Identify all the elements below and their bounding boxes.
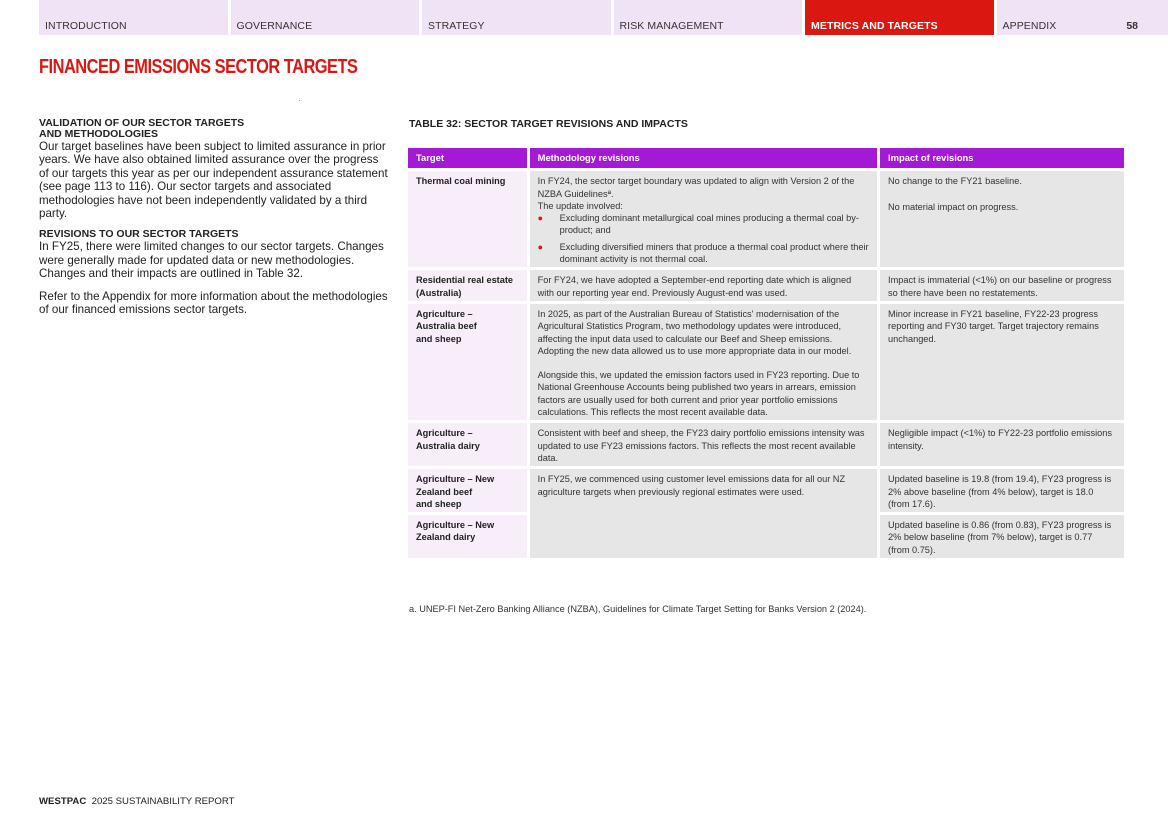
page-title: FINANCED EMISSIONS SECTOR TARGETS xyxy=(39,56,358,78)
bullet-icon: ● xyxy=(537,213,544,224)
heading-line: VALIDATION OF OUR SECTOR TARGETS xyxy=(39,117,245,129)
impact-text: No change to the FY21 baseline. xyxy=(888,176,1022,187)
impact-text: No material impact on progress. xyxy=(888,201,1019,212)
row-impact: Impact is immaterial (<1%) on our baseline or progress so there have been no restatements. xyxy=(880,270,1124,301)
row-impact: Updated baseline is 19.8 (from 19.4), FY23 progress is 2% above baseline (from 4% below), target is 18.0 (from 17.6). xyxy=(880,469,1124,512)
row-impact: Updated baseline is 0.86 (from 0.83), FY23 progress is 2% below baseline (from 7% below), target is 0.77 (from 0.75). xyxy=(880,515,1124,558)
target-line: Zealand dairy xyxy=(416,532,476,543)
row-impact: Minor increase in FY21 baseline, FY22-23 progress reporting and FY30 target. Target trajectory remains unchanged. xyxy=(880,304,1124,420)
target-line: and sheep xyxy=(416,333,462,344)
footer-report: 2025 SUSTAINABILITY REPORT xyxy=(91,796,235,807)
header-impact: Impact of revisions xyxy=(880,148,1124,168)
target-line: Australia beef xyxy=(416,321,477,332)
bullet-text: Excluding diversified miners that produce a thermal coal product where their dominant activity is not thermal coal. xyxy=(559,241,869,265)
target-line: Agriculture – New xyxy=(416,520,495,531)
methodology-lead: The update involved: xyxy=(537,200,623,211)
row-methodology: Consistent with beef and sheep, the FY23 dairy portfolio emissions intensity was updated to use FY23 emissions factors. This reflects the most recent available data. xyxy=(530,423,877,466)
row-methodology: For FY24, we have adopted a September-end reporting date which is aligned with our reporting year end. Previously August-end was used. xyxy=(530,270,877,301)
bullet-icon: ● xyxy=(537,241,544,252)
row-target xyxy=(408,304,527,420)
row-target xyxy=(408,515,527,558)
table-row xyxy=(408,171,1124,267)
page-number: 58 xyxy=(1126,20,1139,32)
row-methodology: In FY25, we commenced using customer level emissions data for all our NZ agriculture targets when previously regional estimates were used. xyxy=(530,469,877,558)
row-target xyxy=(408,469,527,512)
target-line: Agriculture – xyxy=(416,308,473,319)
row-target xyxy=(408,423,527,466)
target-line: Agriculture – xyxy=(416,428,473,439)
left-column xyxy=(39,118,389,316)
section-heading-validation xyxy=(39,118,389,140)
nav-tab-metrics-and-targets[interactable] xyxy=(805,0,994,35)
row-impact: Negligible impact (<1%) to FY22-23 portfolio emissions intensity. xyxy=(880,423,1124,466)
bullet-text: Excluding dominant metallurgical coal mines producing a thermal coal by-product; and xyxy=(559,213,859,236)
table-footnote: a. UNEP-FI Net-Zero Banking Alliance (NZBA), Guidelines for Climate Target Setting for Banks Version 2 (2024). xyxy=(409,604,867,614)
header-target: Target xyxy=(408,148,527,168)
heading-line: AND METHODOLOGIES xyxy=(39,128,159,140)
nav-tab-label: STRATEGY xyxy=(428,20,485,32)
table-row xyxy=(408,423,1124,466)
row-methodology xyxy=(530,171,877,267)
target-line: Agriculture – New xyxy=(416,474,495,485)
row-impact xyxy=(880,171,1124,267)
validation-paragraph: Our target baselines have been subject to limited assurance in prior years. We have also obtained limited assurance over the progress of our targets this year as per our independent assurance statement (see page 113 to 116). Our sector targets and associated methodologies have not been independently validated by a third party. xyxy=(39,140,388,221)
table-row xyxy=(408,469,1124,512)
table-row xyxy=(408,270,1124,301)
target-line: and sheep xyxy=(416,498,462,509)
sector-target-revisions-table xyxy=(405,145,1127,561)
nav-tab-label: METRICS AND TARGETS xyxy=(811,20,938,32)
nav-tab-governance[interactable] xyxy=(231,0,420,35)
table-title: TABLE 32: SECTOR TARGET REVISIONS AND IMPACTS xyxy=(409,118,688,130)
footer-brand: WESTPAC xyxy=(39,796,87,807)
stray-dot xyxy=(299,100,300,101)
row-methodology xyxy=(530,304,877,420)
nav-tab-risk-management[interactable] xyxy=(614,0,803,35)
nav-tab-label: RISK MANAGEMENT xyxy=(619,20,724,32)
table-header-row xyxy=(408,148,1124,168)
row-target: Residential real estate (Australia) xyxy=(408,270,527,301)
methodology-paragraph: In 2025, as part of the Australian Bureau of Statistics' modernisation of the Agricultural Statistics Program, two methodology updates were introduced, affecting the input data used to calculate our Beef and Sheep emissions. Adopting the new data allowed us to use more appropriate data in our model. xyxy=(537,308,852,356)
appendix-reference-paragraph: Refer to the Appendix for more information about the methodologies of our financed emissions sector targets. xyxy=(39,289,388,317)
header-methodology: Methodology revisions xyxy=(530,148,877,168)
nav-tab-label: APPENDIX xyxy=(1002,20,1057,32)
nav-tab-label: GOVERNANCE xyxy=(236,20,313,32)
target-line: Australia dairy xyxy=(416,440,480,451)
methodology-paragraph: Alongside this, we updated the emission factors used in FY23 reporting. Due to National Greenhouse Accounts being published two years in arrears, emission factors are usually used for both current and prior year portfolio emissions calculations. This reflects the most recent available data. xyxy=(537,370,860,418)
nav-tab-appendix[interactable] xyxy=(997,0,1168,35)
bullet-item xyxy=(538,241,869,266)
revisions-paragraph: In FY25, there were limited changes to our sector targets. Changes were generally made for updated data or new methodologies. Changes and their impacts are outlined in Table 32. xyxy=(39,240,384,281)
top-navigation xyxy=(39,0,1168,35)
table-row xyxy=(408,304,1124,420)
nav-tab-label: INTRODUCTION xyxy=(45,20,127,32)
target-line: Zealand beef xyxy=(416,486,473,497)
methodology-intro: In FY24, the sector target boundary was updated to align with Version 2 of the NZBA Guidelinesª. xyxy=(537,176,855,199)
nav-tab-introduction[interactable] xyxy=(39,0,228,35)
row-target: Thermal coal mining xyxy=(408,171,527,267)
section-heading-revisions: REVISIONS TO OUR SECTOR TARGETS xyxy=(39,228,239,241)
page-footer xyxy=(39,796,235,807)
bullet-item xyxy=(538,212,869,237)
nav-tab-strategy[interactable] xyxy=(422,0,611,35)
